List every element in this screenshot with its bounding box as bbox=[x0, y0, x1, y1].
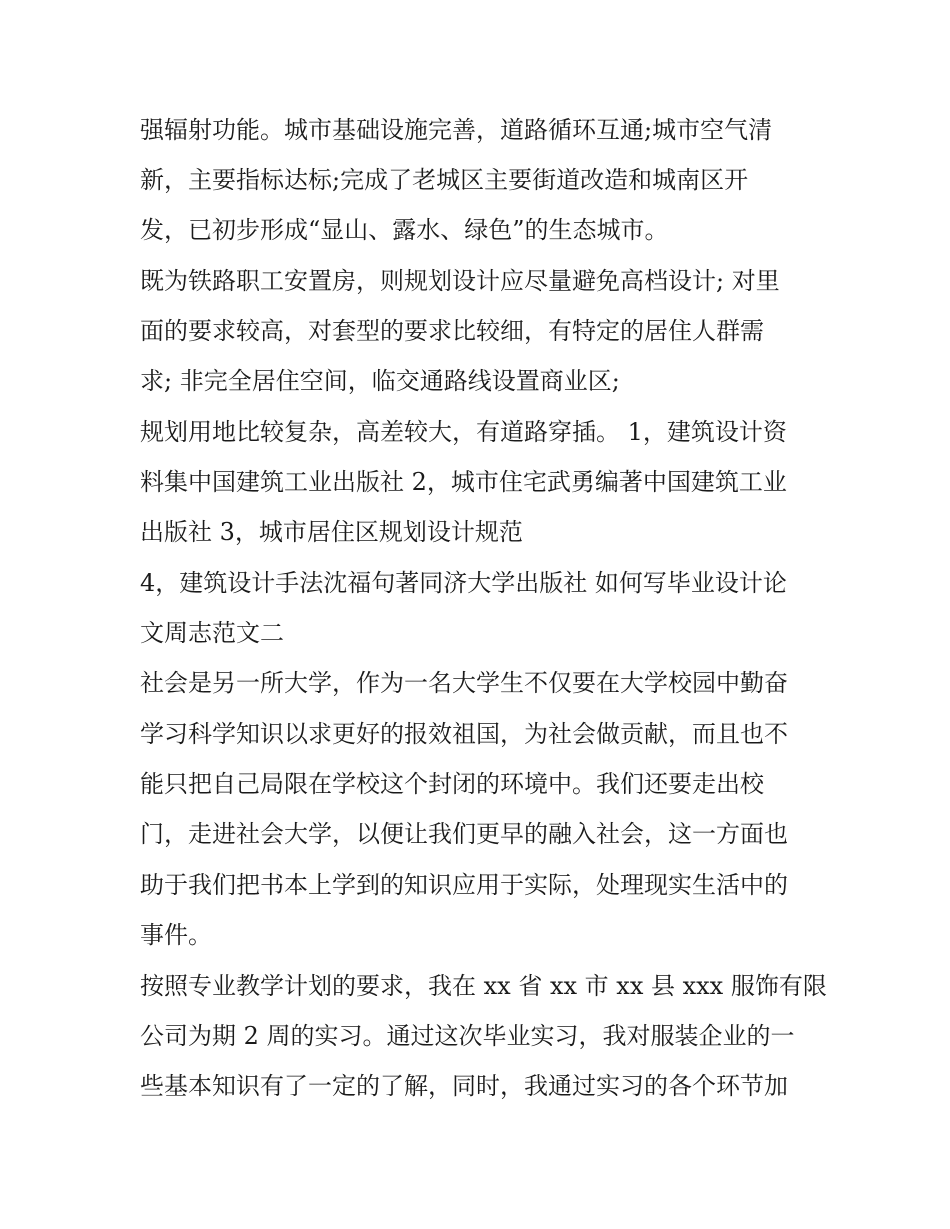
text-line: 料集中国建筑工业出版社 2，城市住宅武勇编著中国建筑工业 bbox=[140, 468, 787, 496]
text-line: 面的要求较高，对套型的要求比较细，有特定的居住人群需 bbox=[140, 317, 764, 345]
text-line: 公司为期 2 周的实习。通过这次毕业实习，我对服装企业的一 bbox=[140, 1022, 795, 1050]
text-line: 4，建筑设计手法沈福句著同济大学出版社 如何写毕业设计论 bbox=[140, 569, 787, 597]
text-line: 些基本知识有了一定的了解，同时，我通过实习的各个环节加 bbox=[140, 1072, 788, 1100]
text-line: 强辐射功能。城市基础设施完善，道路循环互通;城市空气清 bbox=[140, 116, 773, 144]
text-line: 规划用地比较复杂，高差较大，有道路穿插。 1，建筑设计资 bbox=[140, 418, 787, 446]
text-line: 学习科学知识以求更好的报效祖国，为社会做贡献，而且也不 bbox=[140, 720, 788, 748]
text-line: 既为铁路职工安置房，则规划设计应尽量避免高档设计; 对里 bbox=[140, 267, 780, 295]
text-line: 求; 非完全居住空间，临交通路线设置商业区; bbox=[140, 367, 620, 395]
text-line: 能只把自己局限在学校这个封闭的环境中。我们还要走出校 bbox=[140, 770, 764, 798]
text-line: 出版社 3，城市居住区规划设计规范 bbox=[140, 518, 523, 546]
text-line: 新，主要指标达标;完成了老城区主要街道改造和城南区开 bbox=[140, 166, 749, 194]
text-line: 助于我们把书本上学到的知识应用于实际，处理现实生活中的 bbox=[140, 871, 788, 899]
text-line: 发，已初步形成“显山、露水、绿色”的生态城市。 bbox=[140, 216, 669, 244]
text-line: 按照专业教学计划的要求，我在 xx 省 xx 市 xx 县 xxx 服饰有限 bbox=[140, 972, 827, 1000]
text-line: 事件。 bbox=[140, 921, 212, 949]
text-line: 门，走进社会大学，以便让我们更早的融入社会，这一方面也 bbox=[140, 820, 788, 848]
text-line: 社会是另一所大学，作为一名大学生不仅要在大学校园中勤奋 bbox=[140, 669, 788, 697]
text-line: 文周志范文二 bbox=[140, 619, 284, 647]
